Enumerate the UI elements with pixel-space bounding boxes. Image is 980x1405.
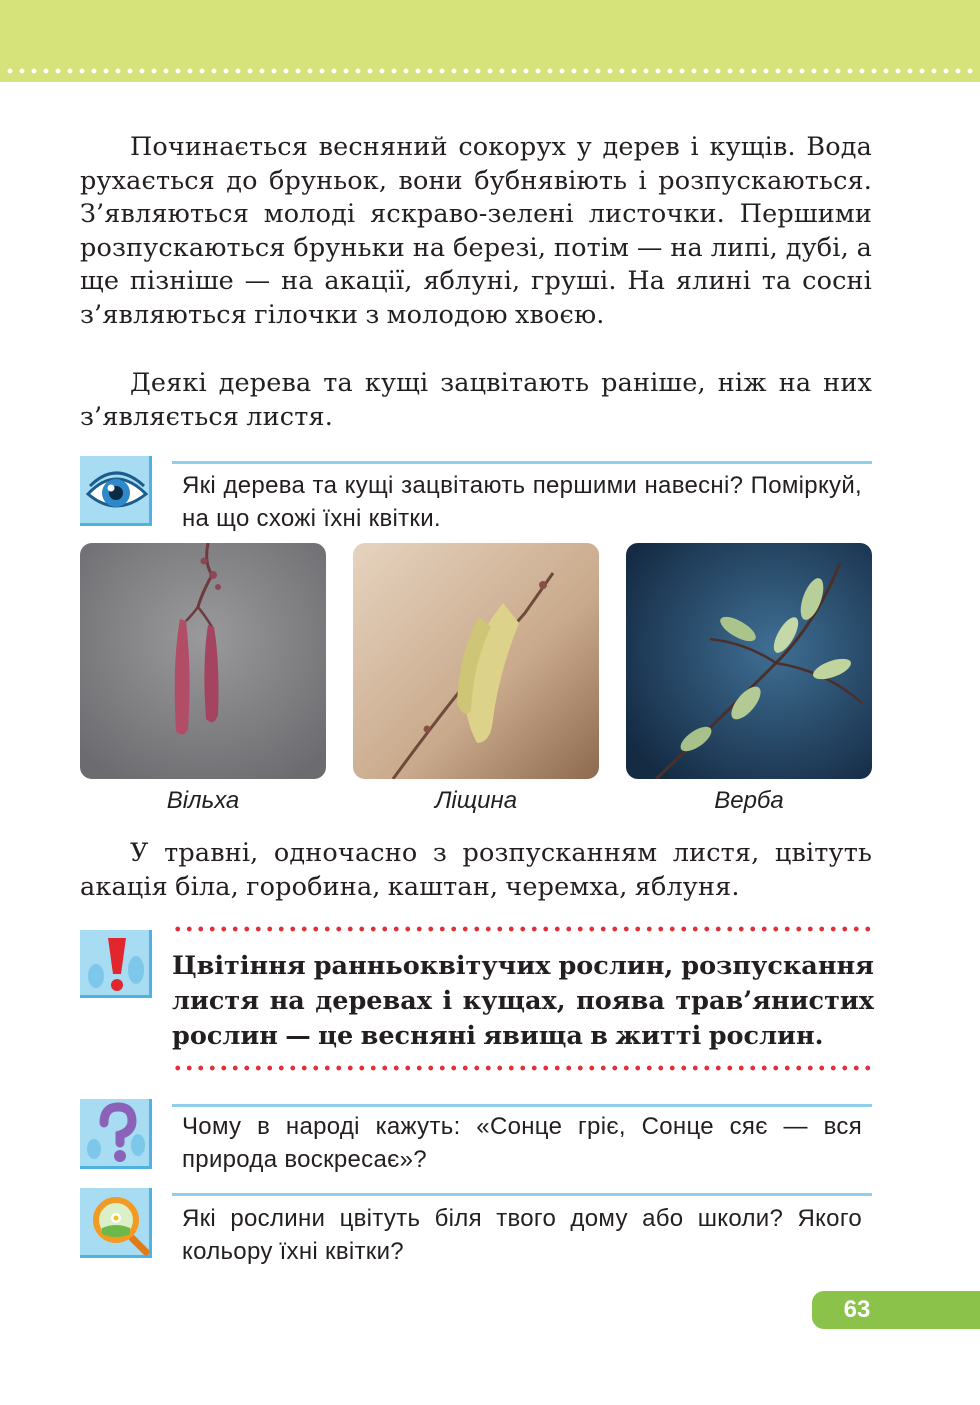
observe-icon-box (80, 456, 152, 526)
photo-alder (80, 543, 326, 779)
observe-question: Які дерева та кущі зацвітають першими навесні? Поміркуй, на що схожі їхні квітки. (182, 472, 862, 532)
question-icon (80, 1099, 152, 1169)
caption-hazel: Ліщина (434, 787, 518, 814)
paragraph-sap-flow: Починається весняний сокорух у дерев і кущів. Вода рухається до бруньок, вони бубнявіють і розпускаються. З’являються молоді яскраво-зелені листочки. Першими розпускаються бруньки на березі, потім — на липі, дубі, а ще пізніше — на акації, яблуні, груші. На ялині та сосні з’являються гілочки з молодою хвоєю. (80, 132, 872, 330)
explore-icon-box (80, 1188, 152, 1258)
page-number: 63 (843, 1296, 871, 1323)
photo-hazel (353, 543, 599, 779)
caption-willow: Верба (714, 787, 784, 814)
paragraph-early-bloom: Деякі дерева та кущі зацвітають раніше, ніж на них з’являється листя. (80, 368, 872, 432)
question-icon-box (80, 1099, 152, 1169)
rule-bottom-dots (172, 1065, 874, 1071)
observe-top-line (172, 461, 872, 464)
magnifier-icon (80, 1188, 152, 1258)
paragraph-may-bloom: У травні, одночасно з розпусканням листя, цвітуть акація біла, горобина, каштан, черемха, яблуня. (80, 838, 872, 902)
proverb-question: Чому в народі кажуть: «Сонце гріє, Сонце сяє — вся природа воскресає»? (182, 1113, 862, 1173)
question-top-line (172, 1104, 872, 1107)
rule-text: Цвітіння ранньоквітучих рослин, розпускання листя на деревах і кущах, поява трав’янистих рослин — це весняні явища в житті рослин. (172, 951, 874, 1051)
caption-alder: Вільха (166, 787, 240, 814)
photo-willow (626, 543, 872, 779)
header-dotted-line (4, 68, 976, 74)
exclamation-icon (80, 930, 152, 998)
eye-icon (80, 456, 152, 526)
explore-question: Які рослини цвітуть біля твого дому або школи? Якого кольору їхні квітки? (182, 1205, 862, 1265)
rule-top-dots (172, 926, 874, 932)
rule-icon-box (80, 930, 152, 998)
explore-top-line (172, 1193, 872, 1196)
